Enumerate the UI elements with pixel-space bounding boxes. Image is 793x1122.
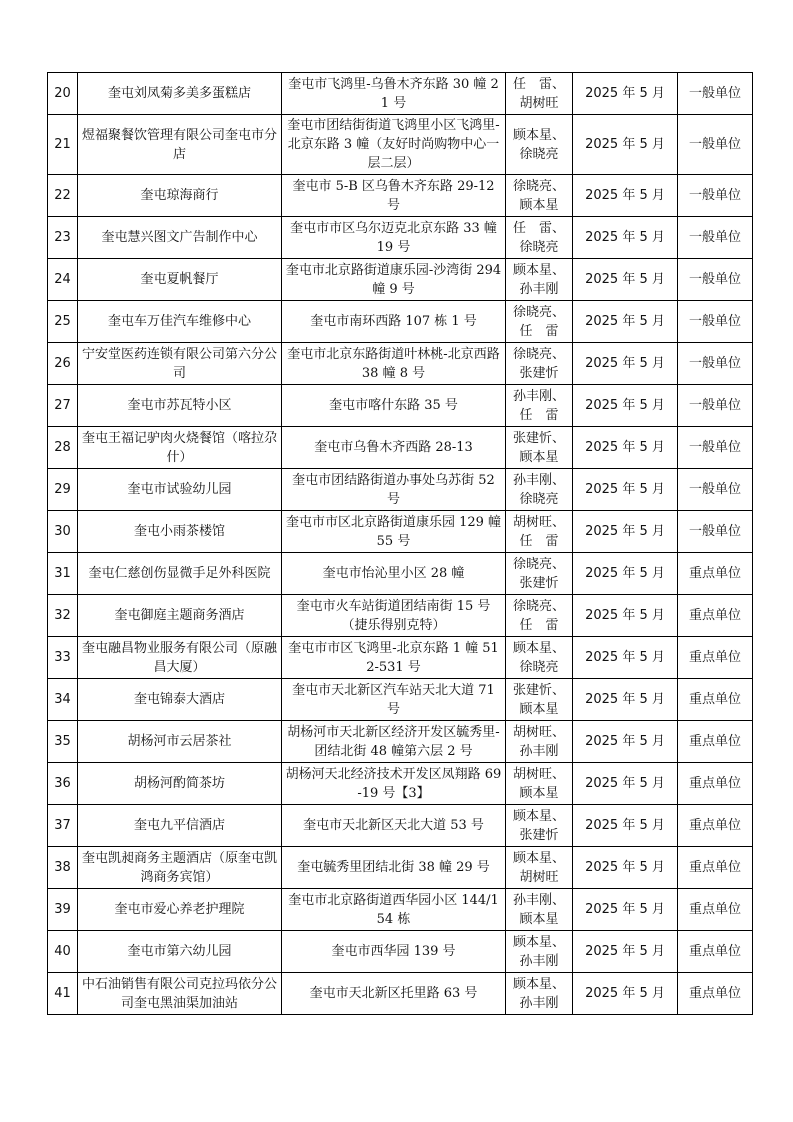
inspection-date-cell: 2025 年 5 月 <box>573 679 678 721</box>
inspectors-cell: 徐晓亮、顾本星 <box>506 175 573 217</box>
unit-category-cell: 一般单位 <box>678 427 753 469</box>
unit-name-cell: 奎屯市试验幼儿园 <box>78 469 282 511</box>
unit-address-cell: 奎屯市西华园 139 号 <box>282 931 506 973</box>
inspection-date-cell: 2025 年 5 月 <box>573 595 678 637</box>
inspectors-cell: 任 雷、徐晓亮 <box>506 217 573 259</box>
unit-address-cell: 奎屯市喀什东路 35 号 <box>282 385 506 427</box>
table-row <box>48 721 753 763</box>
unit-name-cell: 煜福聚餐饮管理有限公司奎屯市分店 <box>78 115 282 175</box>
inspection-date-cell: 2025 年 5 月 <box>573 301 678 343</box>
inspectors-cell: 孙丰刚、顾本星 <box>506 889 573 931</box>
unit-address-cell: 奎屯毓秀里团结北街 38 幢 29 号 <box>282 847 506 889</box>
unit-name-cell: 奎屯小雨茶楼馆 <box>78 511 282 553</box>
row-number-cell: 33 <box>48 637 78 679</box>
unit-address-cell: 奎屯市飞鸿里-乌鲁木齐东路 30 幢 21 号 <box>282 73 506 115</box>
table-row <box>48 553 753 595</box>
table-row <box>48 637 753 679</box>
inspection-date-cell: 2025 年 5 月 <box>573 553 678 595</box>
unit-address-cell: 奎屯市乌鲁木齐西路 28-13 <box>282 427 506 469</box>
unit-address-cell: 奎屯市市区乌尔迈克北京东路 33 幢 19 号 <box>282 217 506 259</box>
inspectors-cell: 顾本星、孙丰刚 <box>506 931 573 973</box>
table-row <box>48 889 753 931</box>
table-row <box>48 301 753 343</box>
unit-category-cell: 重点单位 <box>678 931 753 973</box>
unit-address-cell: 奎屯市天北新区托里路 63 号 <box>282 973 506 1015</box>
inspection-date-cell: 2025 年 5 月 <box>573 343 678 385</box>
inspectors-cell: 胡树旺、顾本星 <box>506 763 573 805</box>
table-row <box>48 469 753 511</box>
unit-name-cell: 宁安堂医药连锁有限公司第六分公司 <box>78 343 282 385</box>
row-number-cell: 39 <box>48 889 78 931</box>
inspection-date-cell: 2025 年 5 月 <box>573 637 678 679</box>
table-row <box>48 175 753 217</box>
row-number-cell: 29 <box>48 469 78 511</box>
inspectors-cell: 顾本星、张建忻 <box>506 805 573 847</box>
row-number-cell: 40 <box>48 931 78 973</box>
unit-category-cell: 重点单位 <box>678 595 753 637</box>
row-number-cell: 37 <box>48 805 78 847</box>
inspectors-cell: 胡树旺、任 雷 <box>506 511 573 553</box>
unit-address-cell: 奎屯市南环西路 107 栋 1 号 <box>282 301 506 343</box>
table-row <box>48 595 753 637</box>
table-row <box>48 427 753 469</box>
inspectors-cell: 张建忻、顾本星 <box>506 427 573 469</box>
inspectors-cell: 孙丰刚、徐晓亮 <box>506 469 573 511</box>
unit-category-cell: 一般单位 <box>678 385 753 427</box>
unit-category-cell: 重点单位 <box>678 847 753 889</box>
row-number-cell: 23 <box>48 217 78 259</box>
inspectors-cell: 顾本星、胡树旺 <box>506 847 573 889</box>
unit-address-cell: 奎屯市团结路街道办事处乌苏街 52 号 <box>282 469 506 511</box>
table-row <box>48 115 753 175</box>
row-number-cell: 32 <box>48 595 78 637</box>
unit-category-cell: 重点单位 <box>678 889 753 931</box>
unit-category-cell: 重点单位 <box>678 805 753 847</box>
unit-name-cell: 奎屯仁慈创伤显微手足外科医院 <box>78 553 282 595</box>
unit-category-cell: 重点单位 <box>678 637 753 679</box>
unit-category-cell: 重点单位 <box>678 973 753 1015</box>
inspectors-cell: 任 雷、胡树旺 <box>506 73 573 115</box>
unit-address-cell: 奎屯市天北新区天北大道 53 号 <box>282 805 506 847</box>
unit-address-cell: 胡杨河市天北新区经济开发区毓秀里-团结北街 48 幢第六层 2 号 <box>282 721 506 763</box>
unit-name-cell: 奎屯御庭主题商务酒店 <box>78 595 282 637</box>
row-number-cell: 38 <box>48 847 78 889</box>
unit-name-cell: 奎屯车万佳汽车维修中心 <box>78 301 282 343</box>
unit-name-cell: 奎屯琼海商行 <box>78 175 282 217</box>
table-row <box>48 931 753 973</box>
inspectors-cell: 顾本星、孙丰刚 <box>506 973 573 1015</box>
table-row <box>48 73 753 115</box>
unit-category-cell: 一般单位 <box>678 511 753 553</box>
row-number-cell: 21 <box>48 115 78 175</box>
table-row <box>48 511 753 553</box>
document-page <box>47 72 752 1015</box>
unit-address-cell: 奎屯市火车站街道团结南街 15 号（捷乐得别克特） <box>282 595 506 637</box>
inspection-date-cell: 2025 年 5 月 <box>573 217 678 259</box>
unit-address-cell: 奎屯市北京路街道康乐园-沙湾街 294 幢 9 号 <box>282 259 506 301</box>
unit-name-cell: 奎屯夏帆餐厅 <box>78 259 282 301</box>
inspectors-cell: 顾本星、徐晓亮 <box>506 115 573 175</box>
unit-category-cell: 重点单位 <box>678 553 753 595</box>
unit-name-cell: 中石油销售有限公司克拉玛依分公司奎屯黑油渠加油站 <box>78 973 282 1015</box>
inspectors-cell: 孙丰刚、任 雷 <box>506 385 573 427</box>
inspection-date-cell: 2025 年 5 月 <box>573 259 678 301</box>
row-number-cell: 34 <box>48 679 78 721</box>
unit-category-cell: 一般单位 <box>678 73 753 115</box>
row-number-cell: 27 <box>48 385 78 427</box>
unit-address-cell: 奎屯市市区飞鸿里-北京东路 1 幢 512-531 号 <box>282 637 506 679</box>
row-number-cell: 20 <box>48 73 78 115</box>
unit-category-cell: 一般单位 <box>678 469 753 511</box>
unit-name-cell: 奎屯凯昶商务主题酒店（原奎屯凯鸿商务宾馆） <box>78 847 282 889</box>
table-row <box>48 679 753 721</box>
inspection-date-cell: 2025 年 5 月 <box>573 427 678 469</box>
unit-category-cell: 一般单位 <box>678 343 753 385</box>
unit-category-cell: 一般单位 <box>678 259 753 301</box>
inspection-date-cell: 2025 年 5 月 <box>573 385 678 427</box>
unit-category-cell: 一般单位 <box>678 115 753 175</box>
unit-address-cell: 奎屯市北京路街道西华园小区 144/154 栋 <box>282 889 506 931</box>
unit-category-cell: 重点单位 <box>678 679 753 721</box>
inspection-date-cell: 2025 年 5 月 <box>573 763 678 805</box>
unit-category-cell: 一般单位 <box>678 217 753 259</box>
unit-name-cell: 奎屯刘凤菊多美多蛋糕店 <box>78 73 282 115</box>
unit-name-cell: 奎屯慧兴图文广告制作中心 <box>78 217 282 259</box>
unit-name-cell: 胡杨河酌简茶坊 <box>78 763 282 805</box>
inspectors-cell: 顾本星、孙丰刚 <box>506 259 573 301</box>
row-number-cell: 35 <box>48 721 78 763</box>
unit-category-cell: 重点单位 <box>678 721 753 763</box>
inspectors-cell: 徐晓亮、张建忻 <box>506 553 573 595</box>
unit-name-cell: 奎屯融昌物业服务有限公司（原融昌大厦） <box>78 637 282 679</box>
row-number-cell: 41 <box>48 973 78 1015</box>
inspection-date-cell: 2025 年 5 月 <box>573 115 678 175</box>
row-number-cell: 31 <box>48 553 78 595</box>
inspection-date-cell: 2025 年 5 月 <box>573 847 678 889</box>
unit-address-cell: 胡杨河天北经济技术开发区凤翔路 69-19 号【3】 <box>282 763 506 805</box>
unit-address-cell: 奎屯市市区北京路街道康乐园 129 幢 55 号 <box>282 511 506 553</box>
row-number-cell: 24 <box>48 259 78 301</box>
inspection-date-cell: 2025 年 5 月 <box>573 931 678 973</box>
row-number-cell: 26 <box>48 343 78 385</box>
row-number-cell: 22 <box>48 175 78 217</box>
unit-name-cell: 奎屯市第六幼儿园 <box>78 931 282 973</box>
inspection-date-cell: 2025 年 5 月 <box>573 721 678 763</box>
unit-name-cell: 奎屯锦泰大酒店 <box>78 679 282 721</box>
unit-name-cell: 胡杨河市云居茶社 <box>78 721 282 763</box>
inspectors-cell: 徐晓亮、任 雷 <box>506 595 573 637</box>
table-row <box>48 343 753 385</box>
unit-category-cell: 重点单位 <box>678 763 753 805</box>
table-row <box>48 763 753 805</box>
unit-category-cell: 一般单位 <box>678 175 753 217</box>
table-row <box>48 385 753 427</box>
inspection-table <box>47 72 753 1015</box>
unit-name-cell: 奎屯王福记驴肉火烧餐馆（喀拉尕什） <box>78 427 282 469</box>
row-number-cell: 25 <box>48 301 78 343</box>
inspection-date-cell: 2025 年 5 月 <box>573 469 678 511</box>
table-row <box>48 805 753 847</box>
inspection-date-cell: 2025 年 5 月 <box>573 889 678 931</box>
inspection-date-cell: 2025 年 5 月 <box>573 175 678 217</box>
row-number-cell: 30 <box>48 511 78 553</box>
unit-address-cell: 奎屯市天北新区汽车站天北大道 71 号 <box>282 679 506 721</box>
table-row <box>48 217 753 259</box>
unit-address-cell: 奎屯市怡沁里小区 28 幢 <box>282 553 506 595</box>
unit-name-cell: 奎屯九平信酒店 <box>78 805 282 847</box>
unit-address-cell: 奎屯市团结街街道飞鸿里小区飞鸿里-北京东路 3 幢（友好时尚购物中心一层二层） <box>282 115 506 175</box>
row-number-cell: 28 <box>48 427 78 469</box>
inspection-date-cell: 2025 年 5 月 <box>573 73 678 115</box>
inspection-date-cell: 2025 年 5 月 <box>573 973 678 1015</box>
unit-address-cell: 奎屯市 5-B 区乌鲁木齐东路 29-12 号 <box>282 175 506 217</box>
inspection-date-cell: 2025 年 5 月 <box>573 511 678 553</box>
unit-category-cell: 一般单位 <box>678 301 753 343</box>
unit-address-cell: 奎屯市北京东路街道叶林桃-北京西路 38 幢 8 号 <box>282 343 506 385</box>
row-number-cell: 36 <box>48 763 78 805</box>
inspectors-cell: 胡树旺、孙丰刚 <box>506 721 573 763</box>
table-body <box>48 73 753 1015</box>
inspectors-cell: 张建忻、顾本星 <box>506 679 573 721</box>
table-row <box>48 259 753 301</box>
unit-name-cell: 奎屯市爱心养老护理院 <box>78 889 282 931</box>
inspectors-cell: 徐晓亮、张建忻 <box>506 343 573 385</box>
unit-name-cell: 奎屯市苏瓦特小区 <box>78 385 282 427</box>
table-row <box>48 973 753 1015</box>
inspectors-cell: 顾本星、徐晓亮 <box>506 637 573 679</box>
inspectors-cell: 徐晓亮、任 雷 <box>506 301 573 343</box>
inspection-date-cell: 2025 年 5 月 <box>573 805 678 847</box>
table-row <box>48 847 753 889</box>
